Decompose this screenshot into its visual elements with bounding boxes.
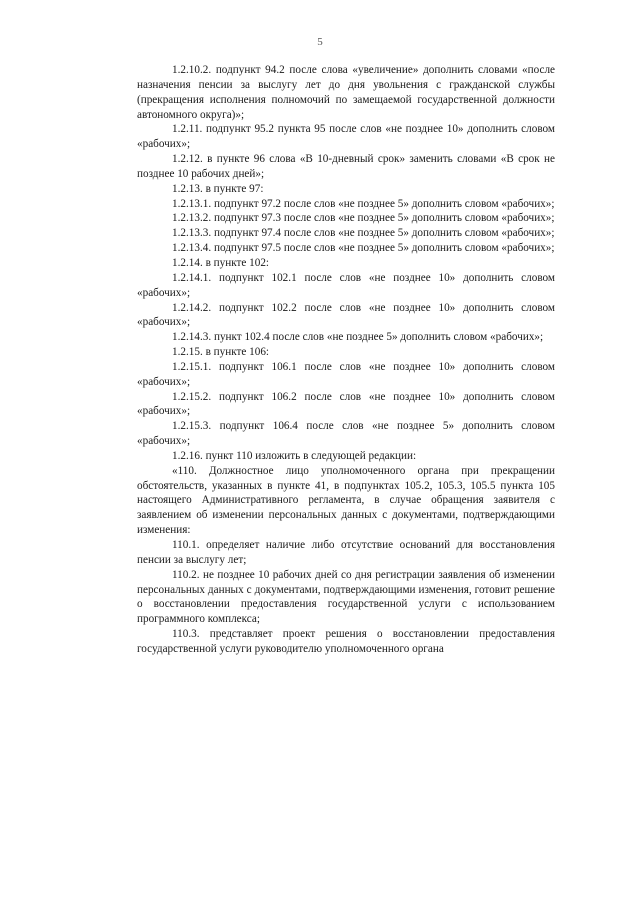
- paragraph-1-2-14-1: 1.2.14.1. подпункт 102.1 после слов «не позднее 10» дополнить словом «рабочих»;: [137, 271, 555, 299]
- paragraph-110-3: 110.3. представляет проект решения о восстановлении предоставления государственной услуги руководителю уполномоченного органа: [137, 628, 555, 655]
- paragraph-1-2-13-4: 1.2.13.4. подпункт 97.5 после слов «не позднее 5» дополнить словом «рабочих»;: [172, 242, 555, 255]
- paragraph-1-2-13-2: 1.2.13.2. подпункт 97.3 после слов «не позднее 5» дополнить словом «рабочих»;: [172, 212, 555, 225]
- paragraph-1-2-12: 1.2.12. в пункте 96 слова «В 10-дневный срок» заменить словами «В срок не позднее 10 рабочих дней»;: [137, 153, 555, 180]
- paragraph-1-2-14-3: 1.2.14.3. пункт 102.4 после слов «не позднее 5» дополнить словом «рабочих»;: [172, 331, 544, 344]
- paragraph-1-2-10-2: 1.2.10.2. подпункт 94.2 после слова «увеличение» дополнить словами «после назначения пенсии за выслугу лет до дня увольнения с гражданской службы (прекращения исполнения полномочий по замещаемой государственной должности автономного округа)»;: [137, 64, 555, 121]
- paragraph-1-2-13-1: 1.2.13.1. подпункт 97.2 после слов «не позднее 5» дополнить словом «рабочих»;: [172, 197, 555, 210]
- document-body: [137, 63, 555, 657]
- paragraph-1-2-11: 1.2.11. подпункт 95.2 пункта 95 после слов «не позднее 10» дополнить словом «рабочих»;: [137, 123, 555, 151]
- paragraph-110-2: 110.2. не позднее 10 рабочих дней со дня регистрации заявления об изменении персональных данных с документами, подтверждающими изменения, готовит решение о восстановлении предоставления государственной услуги с использованием программного комплекса;: [137, 568, 555, 626]
- paragraph-110-1: 110.1. определяет наличие либо отсутствие оснований для восстановления пенсии за выслугу лет;: [137, 539, 555, 566]
- paragraph-1-2-13: 1.2.13. в пункте 97:: [172, 182, 264, 195]
- paragraph-1-2-15-2: 1.2.15.2. подпункт 106.2 после слов «не позднее 10» дополнить словом «рабочих»;: [137, 390, 555, 418]
- paragraph-1-2-14: 1.2.14. в пункте 102:: [172, 256, 270, 269]
- paragraph-1-2-13-3: 1.2.13.3. подпункт 97.4 после слов «не позднее 5» дополнить словом «рабочих»;: [172, 227, 555, 240]
- paragraph-1-2-15: 1.2.15. в пункте 106:: [172, 346, 270, 359]
- page-number: 5: [317, 36, 323, 48]
- paragraph-1-2-15-3: 1.2.15.3. подпункт 106.4 после слов «не позднее 5» дополнить словом «рабочих»;: [137, 420, 555, 448]
- paragraph-1-2-15-1: 1.2.15.1. подпункт 106.1 после слов «не позднее 10» дополнить словом «рабочих»;: [137, 360, 555, 388]
- paragraph-1-2-14-2: 1.2.14.2. подпункт 102.2 после слов «не позднее 10» дополнить словом «рабочих»;: [137, 301, 555, 329]
- paragraph-1-2-16: 1.2.16. пункт 110 изложить в следующей редакции:: [172, 449, 417, 462]
- paragraph-110: «110. Должностное лицо уполномоченного органа при прекращении обстоятельств, указанных в пункте 41, в подпунктах 105.2, 105.3, 105.5 пункта 105 настоящего Административного регламента, в случае обращения заявителя с заявлением об изменении персональных данных с документами, подтверждающими изменения:: [137, 464, 555, 537]
